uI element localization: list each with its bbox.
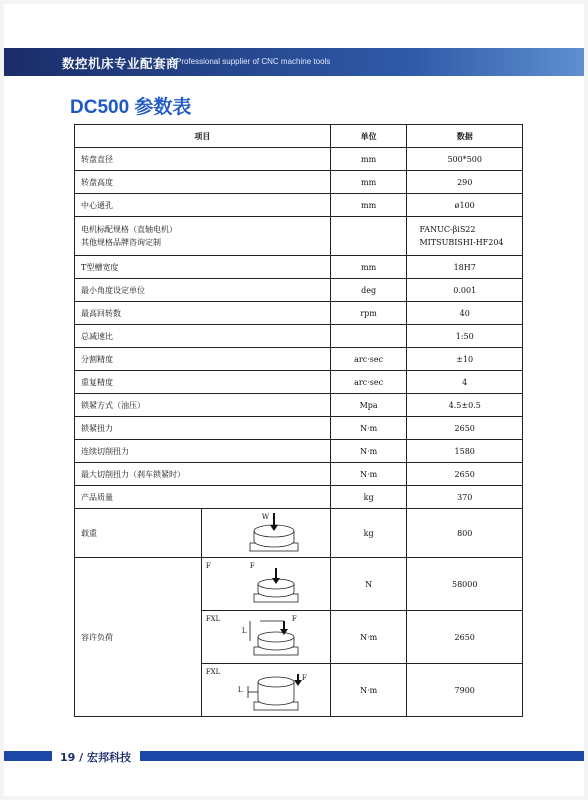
row-unit: mm <box>330 194 407 217</box>
row-unit: arc·sec <box>330 371 407 394</box>
row-item: 锁紧方式（油压） <box>75 394 331 417</box>
label-f: F <box>301 674 307 682</box>
row-unit: deg <box>330 279 407 302</box>
table-row <box>75 325 523 348</box>
table-row <box>75 279 523 302</box>
row-item: 分割精度 <box>75 348 331 371</box>
table-row <box>75 394 523 417</box>
row-unit: mm <box>330 171 407 194</box>
table-row <box>75 348 523 371</box>
col-header-item: 项目 <box>75 125 331 148</box>
row-item: 重复精度 <box>75 371 331 394</box>
row-unit: mm <box>330 148 407 171</box>
header-title-en: Professional supplier of CNC machine tools <box>176 57 331 66</box>
axial-force-icon <box>202 558 330 610</box>
row-item: 最大切削扭力（刹车锁紧时） <box>75 463 331 486</box>
row-item: 最高回转数 <box>75 302 331 325</box>
label-fxl: FXL <box>205 615 221 623</box>
footer-bar <box>4 748 584 764</box>
row-value-line1: FANUC-βiS22 <box>419 225 476 234</box>
row-item: 产品质量 <box>75 486 331 509</box>
table-row-allow <box>75 558 523 611</box>
row-value: 2650 <box>407 611 523 664</box>
header-title-cn: 数控机床专业配套商 <box>62 56 180 71</box>
row-item-line1: 电机标配规格（直轴电机） <box>81 225 177 234</box>
table-row-load <box>75 509 523 558</box>
row-unit: arc·sec <box>330 348 407 371</box>
row-value: 370 <box>407 486 523 509</box>
label-f-right: F <box>249 562 255 570</box>
row-item: 转盘高度 <box>75 171 331 194</box>
row-item: 载重 <box>75 509 202 558</box>
label-f-left: F <box>205 562 211 570</box>
row-value: 800 <box>407 509 523 558</box>
axial-load-diagram <box>201 558 330 611</box>
label-f: F <box>291 615 297 623</box>
row-unit: N·m <box>330 440 407 463</box>
row-item: T型槽宽度 <box>75 256 331 279</box>
table-row <box>75 194 523 217</box>
row-unit: Mpa <box>330 394 407 417</box>
table-row <box>75 217 523 256</box>
table-header-row <box>75 125 523 148</box>
label-l: L <box>237 686 243 694</box>
table-row <box>75 171 523 194</box>
row-unit: N·m <box>330 417 407 440</box>
row-unit: N·m <box>330 463 407 486</box>
table-row <box>75 486 523 509</box>
row-item-line2: 其他规格品牌咨询定制 <box>81 238 161 247</box>
label-l: L <box>241 627 247 635</box>
row-value: 500*500 <box>407 148 523 171</box>
row-unit: kg <box>330 509 407 558</box>
row-unit: N·m <box>330 664 407 717</box>
table-row <box>75 302 523 325</box>
row-item: 连续切削扭力 <box>75 440 331 463</box>
row-item: 转盘直径 <box>75 148 331 171</box>
footer-page-text: 19 / 宏邦科技 <box>60 751 131 764</box>
col-header-unit: 单位 <box>330 125 407 148</box>
load-diagram <box>201 509 330 558</box>
table-row <box>75 463 523 486</box>
spec-table <box>74 124 523 717</box>
row-value-line2: MITSUBISHI-HF204 <box>419 238 504 247</box>
catalog-page <box>4 4 584 796</box>
table-row <box>75 256 523 279</box>
page-title: DC500 参数表 <box>70 97 192 118</box>
row-value: 4 <box>407 371 523 394</box>
row-unit: kg <box>330 486 407 509</box>
row-value: 18H7 <box>407 256 523 279</box>
row-item: 最小角度设定单位 <box>75 279 331 302</box>
side-force-icon <box>202 664 330 716</box>
row-value: 2650 <box>407 417 523 440</box>
row-value: 1580 <box>407 440 523 463</box>
table-row <box>75 371 523 394</box>
row-unit: mm <box>330 256 407 279</box>
row-value: 1:50 <box>407 325 523 348</box>
header-bar <box>4 48 584 76</box>
col-header-data: 数据 <box>407 125 523 148</box>
row-value: 58000 <box>407 558 523 611</box>
row-value: 40 <box>407 302 523 325</box>
row-item: 锁紧扭力 <box>75 417 331 440</box>
row-value: ø100 <box>407 194 523 217</box>
row-unit <box>330 217 407 256</box>
row-item: 中心通孔 <box>75 194 331 217</box>
offset-force-icon <box>202 611 330 663</box>
moment-load-diagram-2 <box>201 664 330 717</box>
table-row <box>75 148 523 171</box>
table-row <box>75 440 523 463</box>
row-unit: N·m <box>330 611 407 664</box>
row-unit: rpm <box>330 302 407 325</box>
row-value: 7900 <box>407 664 523 717</box>
row-item: 总减速比 <box>75 325 331 348</box>
label-fxl: FXL <box>205 668 221 676</box>
row-value: 0.001 <box>407 279 523 302</box>
moment-load-diagram-1 <box>201 611 330 664</box>
row-unit <box>330 325 407 348</box>
row-value: 2650 <box>407 463 523 486</box>
row-item: 容许负荷 <box>75 558 202 717</box>
row-item <box>75 217 331 256</box>
row-value: 290 <box>407 171 523 194</box>
load-label-w: W <box>261 513 270 521</box>
table-row <box>75 417 523 440</box>
row-value: 4.5±0.5 <box>407 394 523 417</box>
row-unit: N <box>330 558 407 611</box>
row-value: ±10 <box>407 348 523 371</box>
row-value <box>407 217 523 256</box>
